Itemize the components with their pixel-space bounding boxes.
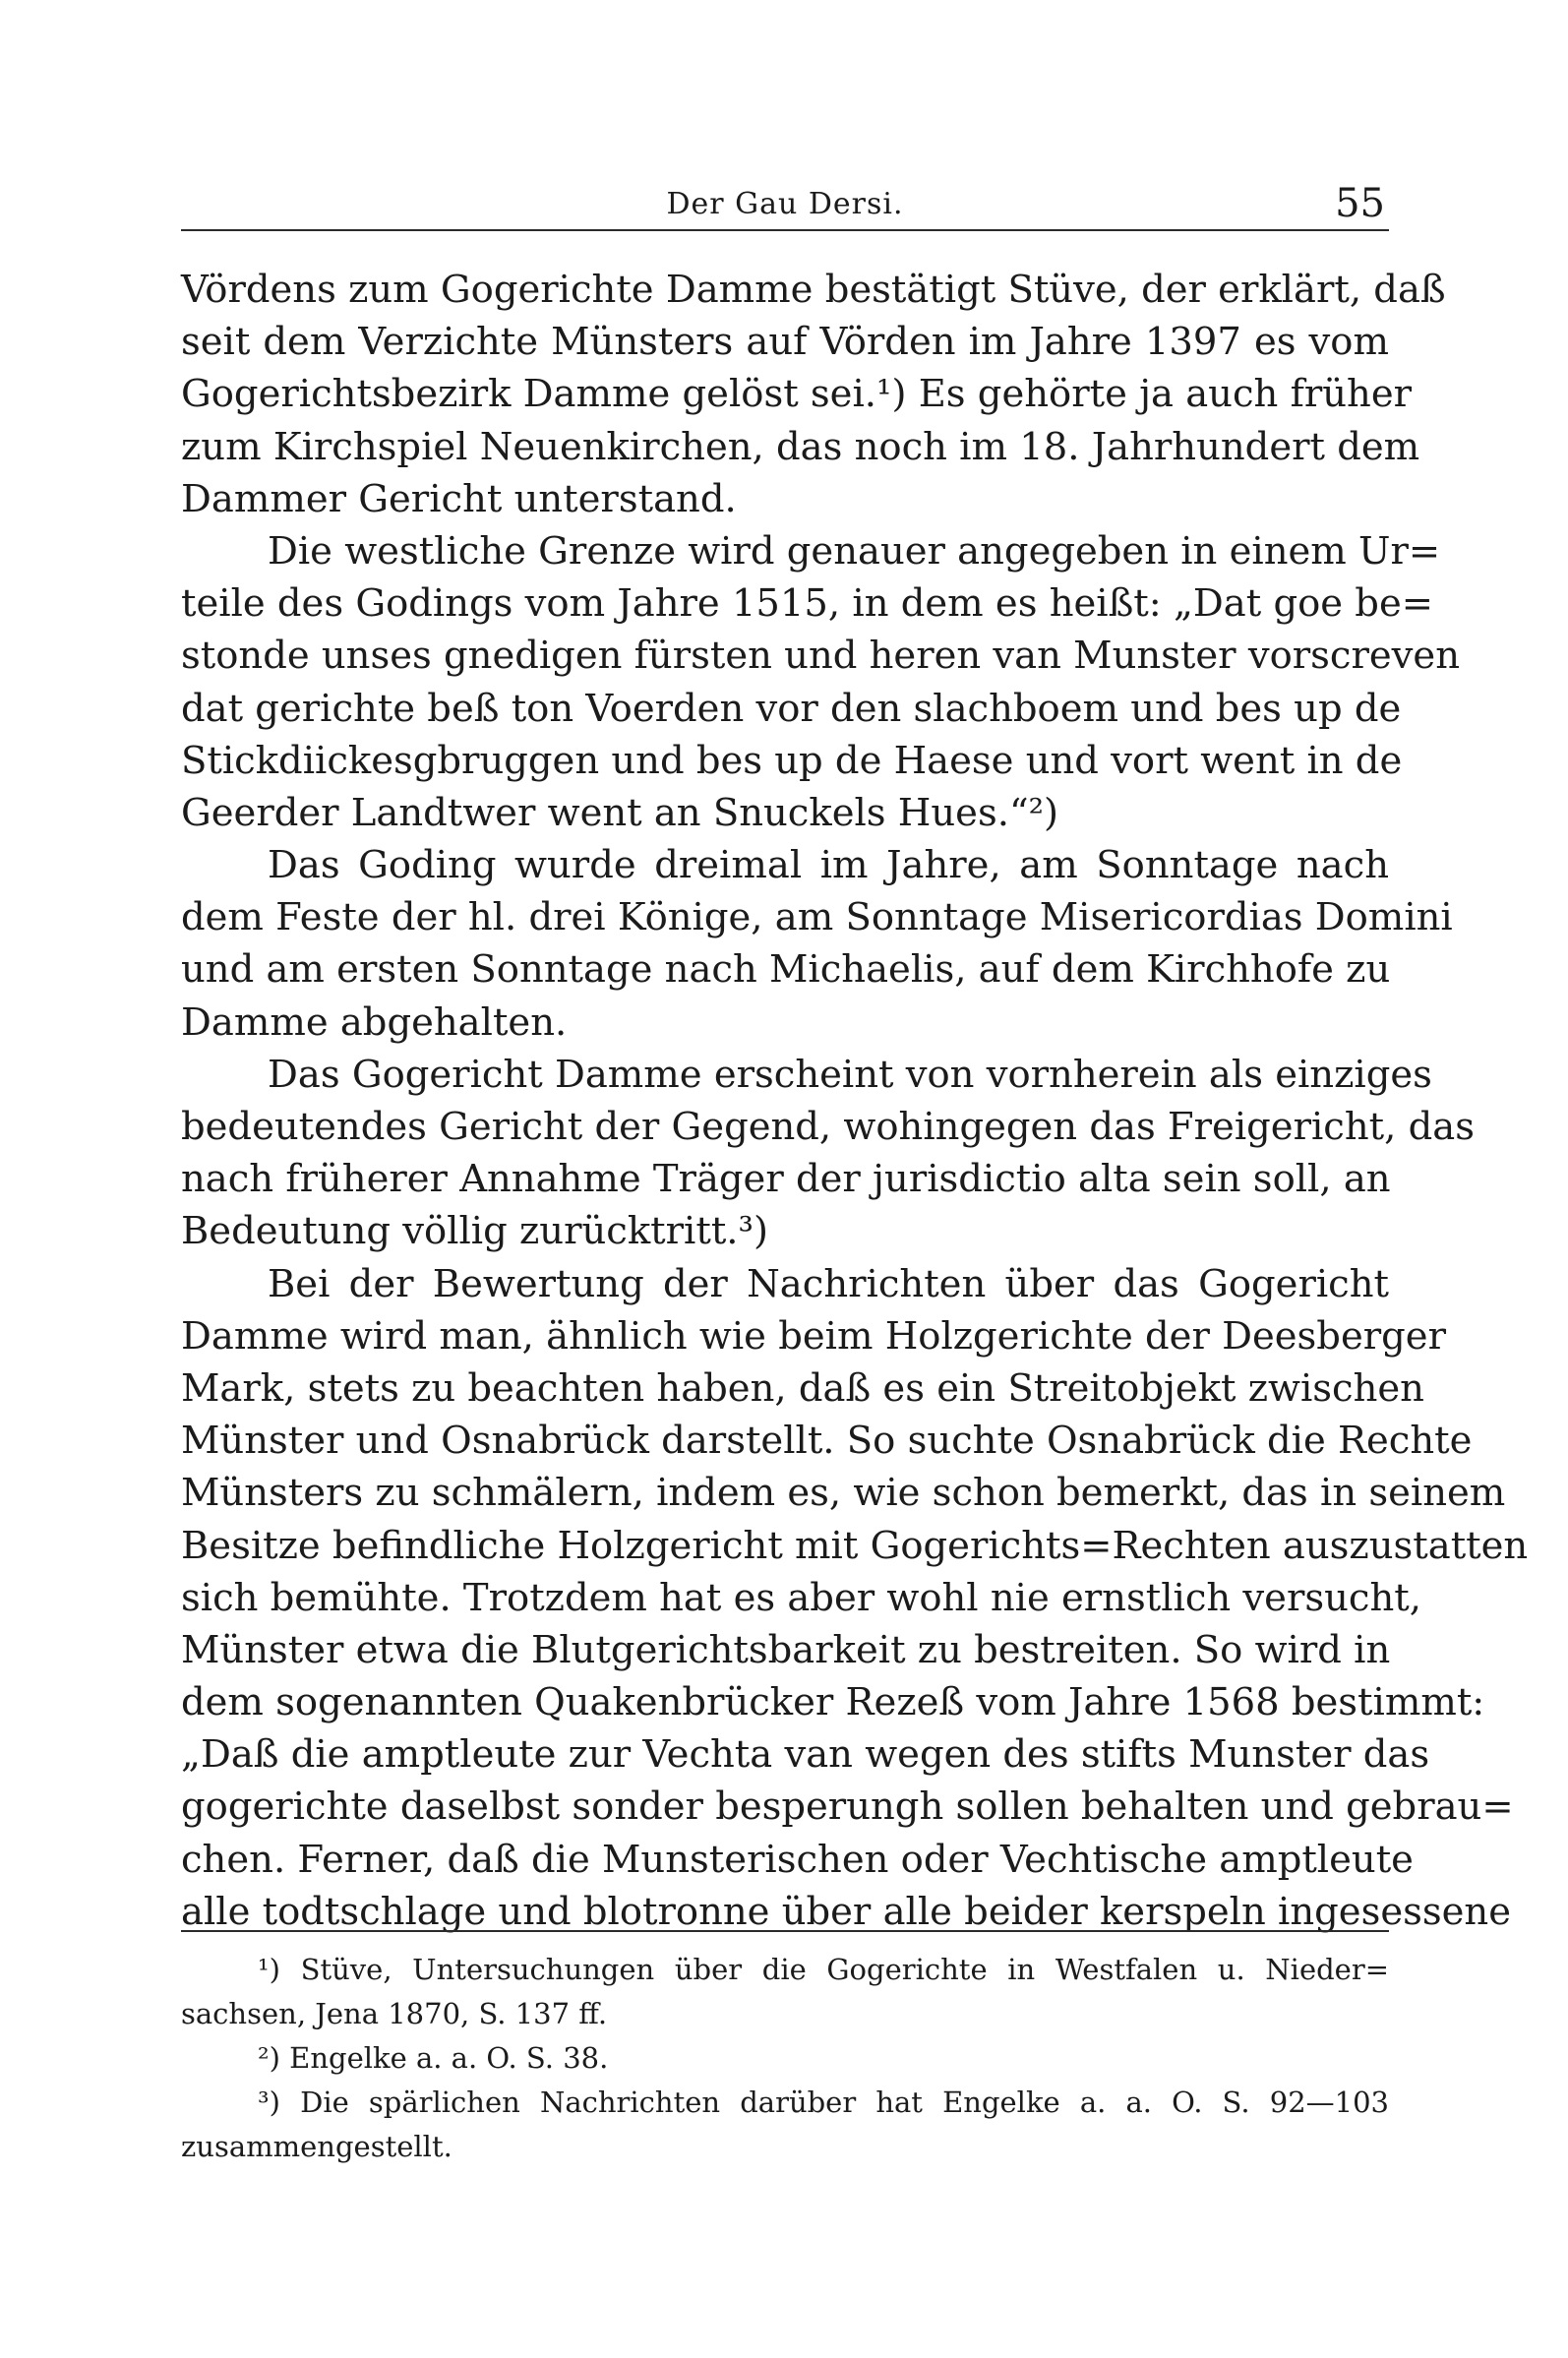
footnote-rule	[181, 1930, 1389, 1932]
book-page	[181, 0, 1529, 2358]
text-line: dem sogenannten Quakenbrücker Rezeß vom Jahre 1568 bestimmt:	[181, 1680, 1485, 1725]
text-line: und am ersten Sonntage nach Michaelis, auf dem Kirchhofe zu	[181, 947, 1391, 993]
text-line: Damme abgehalten.	[181, 999, 568, 1045]
text-line: Gogerichtsbezirk Damme gelöst sei.¹) Es gehörte ja auch früher	[181, 372, 1413, 417]
text-line: alle todtschlage und blotronne über alle beider kerspeln ingesessene	[181, 1889, 1511, 1934]
text-line: gogerichte daselbst sonder besperungh sollen behalten und gebrau=	[181, 1784, 1514, 1830]
text-line: dat gerichte beß ton Voerden vor den slachboem und bes up de	[181, 686, 1402, 731]
text-line: Das Gogericht Damme erscheint von vornherein als einziges	[268, 1052, 1432, 1097]
text-line: Mark, stets zu beachten haben, daß es ein Streitobjekt zwischen	[181, 1365, 1424, 1411]
text-line: seit dem Verzichte Münsters auf Vörden im Jahre 1397 es vom	[181, 320, 1389, 365]
footnote-line: ²) Engelke a. a. O. S. 38.	[258, 2041, 609, 2075]
body-text	[181, 264, 1529, 1938]
text-line: chen. Ferner, daß die Munsterischen oder Vechtische amptleute	[181, 1837, 1414, 1882]
text-line: Stickdiickesgbruggen und bes up de Haese und vort went in de	[181, 738, 1403, 783]
text-line: Bedeutung völlig zurücktritt.³)	[181, 1209, 768, 1254]
footnote-line: ¹) Stüve, Untersuchungen über die Gogerichte in Westfalen u. Nieder=	[258, 1953, 1389, 1986]
text-line: Die westliche Grenze wird genauer angegeben in einem Ur=	[268, 528, 1441, 574]
footnote-line: sachsen, Jena 1870, S. 137 ff.	[181, 1997, 608, 2030]
footnotes	[181, 1948, 1389, 2169]
text-line: „Daß die amptleute zur Vechta van wegen des stifts Munster das	[181, 1732, 1430, 1778]
text-line: Geerder Landtwer went an Snuckels Hues.“²)	[181, 790, 1059, 835]
text-line: Das Goding wurde dreimal im Jahre, am Sonntage nach	[268, 843, 1389, 888]
text-line: Damme wird man, ähnlich wie beim Holzgerichte der Deesberger	[181, 1313, 1446, 1359]
text-line: bedeutendes Gericht der Gegend, wohingegen das Freigericht, das	[181, 1105, 1475, 1149]
text-line: sich bemühte. Trotzdem hat es aber wohl nie ernstlich versucht,	[181, 1575, 1421, 1620]
page-header	[181, 177, 1389, 236]
running-title: Der Gau Dersi.	[666, 187, 904, 221]
text-line: Dammer Gericht unterstand.	[181, 476, 737, 521]
page-number: 55	[1335, 181, 1385, 226]
text-line: stonde unses gnedigen fürsten und heren van Munster vorscreven	[181, 634, 1460, 679]
footnote-line: ³) Die spärlichen Nachrichten darüber hat Engelke a. a. O. S. 92—103	[258, 2086, 1389, 2119]
text-line: Münsters zu schmälern, indem es, wie schon bemerkt, das in seinem	[181, 1471, 1506, 1516]
text-line: Münster und Osnabrück darstellt. So suchte Osnabrück die Rechte	[181, 1419, 1473, 1464]
text-line: zum Kirchspiel Neuenkirchen, das noch im 18. Jahrhundert dem	[181, 424, 1420, 469]
header-rule	[181, 229, 1389, 231]
footnote-line: zusammengestellt.	[181, 2130, 452, 2163]
text-line: Münster etwa die Blutgerichtsbarkeit zu bestreiten. So wird in	[181, 1627, 1391, 1672]
text-line: dem Feste der hl. drei Könige, am Sonntage Misericordias Domini	[181, 895, 1453, 940]
text-line: teile des Godings vom Jahre 1515, in dem es heißt: „Dat goe be=	[181, 581, 1434, 627]
text-line: nach früherer Annahme Träger der jurisdictio alta sein soll, an	[181, 1157, 1391, 1202]
text-line: Bei der Bewertung der Nachrichten über das Gogericht	[268, 1261, 1389, 1306]
text-line: Vördens zum Gogerichte Damme bestätigt Stüve, der erklärt, daß	[181, 268, 1446, 312]
text-line: Besitze befindliche Holzgericht mit Gogerichts=Rechten auszustatten	[181, 1523, 1529, 1568]
